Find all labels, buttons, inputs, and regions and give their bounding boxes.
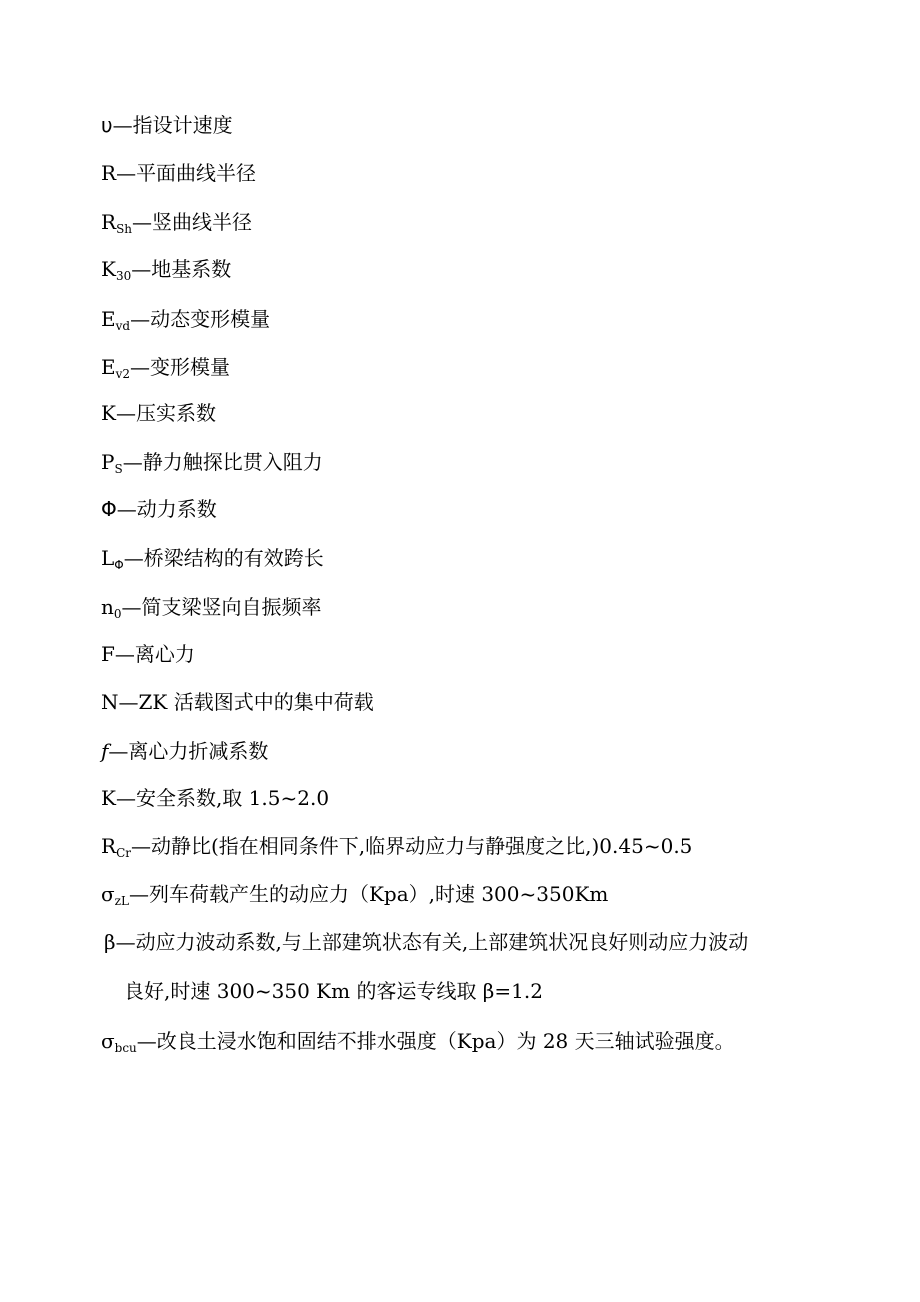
symbol: Φ xyxy=(101,497,117,521)
symbol-description: —列车荷载产生的动应力（Kpa）,时速 300~350Km xyxy=(128,882,609,906)
symbol-description: —压实系数 xyxy=(115,401,216,425)
symbol-line xyxy=(101,112,233,138)
symbol-description: 良好,时速 300~350 Km 的客运专线取 β=1.2 xyxy=(124,979,543,1003)
symbol-description: —桥梁结构的有效跨长 xyxy=(123,546,324,570)
symbol-description: —指设计速度 xyxy=(112,113,233,137)
symbol-line xyxy=(101,1028,735,1061)
symbol-line xyxy=(101,833,692,866)
symbol: E xyxy=(101,307,116,331)
symbol-line xyxy=(101,400,216,426)
symbol-description: —变形模量 xyxy=(130,355,231,379)
symbol-line xyxy=(101,545,324,578)
symbol-subscript: 30 xyxy=(115,269,132,283)
symbol-subscript: Cr xyxy=(116,846,131,860)
symbol: E xyxy=(101,355,116,379)
symbol-subscript: Sh xyxy=(116,222,133,236)
symbol: F xyxy=(101,642,115,666)
symbol-description: —动静比(指在相同条件下,临界动应力与静强度之比,)0.45~0.5 xyxy=(130,834,693,858)
symbol: K xyxy=(101,401,116,425)
symbol: N xyxy=(101,690,119,714)
symbol-description: —简支梁竖向自振频率 xyxy=(121,595,322,619)
symbol-subscript: S xyxy=(114,462,123,476)
symbol-line xyxy=(101,881,608,914)
symbol-line xyxy=(101,160,256,186)
symbol-line xyxy=(101,354,230,387)
symbol-subscript: 0 xyxy=(113,607,122,621)
symbol-line xyxy=(101,256,231,289)
symbol: σ xyxy=(101,1029,115,1053)
symbol-description: —竖曲线半径 xyxy=(132,210,253,234)
symbol: R xyxy=(101,210,117,234)
symbol-description: —动态变形模量 xyxy=(130,307,271,331)
symbol: σ xyxy=(101,882,115,906)
symbol: n xyxy=(101,595,114,619)
symbol-description: —离心力 xyxy=(114,642,195,666)
symbol-subscript: bcu xyxy=(114,1041,137,1055)
symbol-line xyxy=(101,209,252,242)
symbol-line xyxy=(101,594,322,627)
symbol: L xyxy=(101,546,115,570)
symbol: f xyxy=(101,739,109,763)
symbol: R xyxy=(101,834,117,858)
symbol: P xyxy=(101,450,115,474)
symbol-description: —改良土浸水饱和固结不排水强度（Kpa）为 28 天三轴试验强度。 xyxy=(136,1029,735,1053)
symbol-description: —离心力折减系数 xyxy=(108,739,269,763)
symbol-subscript: vd xyxy=(115,319,131,333)
symbol-line-continuation xyxy=(124,978,543,1004)
symbol-line xyxy=(104,929,748,955)
symbol-subscript: zL xyxy=(114,894,129,908)
symbol-description: —静力触探比贯入阻力 xyxy=(122,450,323,474)
symbol-subscript: v2 xyxy=(115,367,131,381)
symbol-description: —平面曲线半径 xyxy=(116,161,257,185)
symbol: β xyxy=(104,930,116,954)
symbol-description: —地基系数 xyxy=(131,257,232,281)
symbol: υ xyxy=(101,113,113,137)
symbol-description: —动力系数 xyxy=(116,497,217,521)
symbol-line xyxy=(101,785,329,811)
symbol: R xyxy=(101,161,117,185)
symbol-line xyxy=(101,689,374,715)
symbol: K xyxy=(101,257,116,281)
symbol-line xyxy=(101,496,217,522)
symbol-line xyxy=(101,641,195,667)
symbol-description: —ZK 活载图式中的集中荷载 xyxy=(118,690,374,714)
symbol-line xyxy=(101,738,268,764)
symbol-description: —动应力波动系数,与上部建筑状态有关,上部建筑状况良好则动应力波动 xyxy=(115,930,749,954)
symbol-line xyxy=(101,306,270,339)
symbol-subscript: Φ xyxy=(114,558,124,572)
symbol: K xyxy=(101,786,116,810)
symbol-description: —安全系数,取 1.5~2.0 xyxy=(115,786,330,810)
symbol-line xyxy=(101,449,323,482)
